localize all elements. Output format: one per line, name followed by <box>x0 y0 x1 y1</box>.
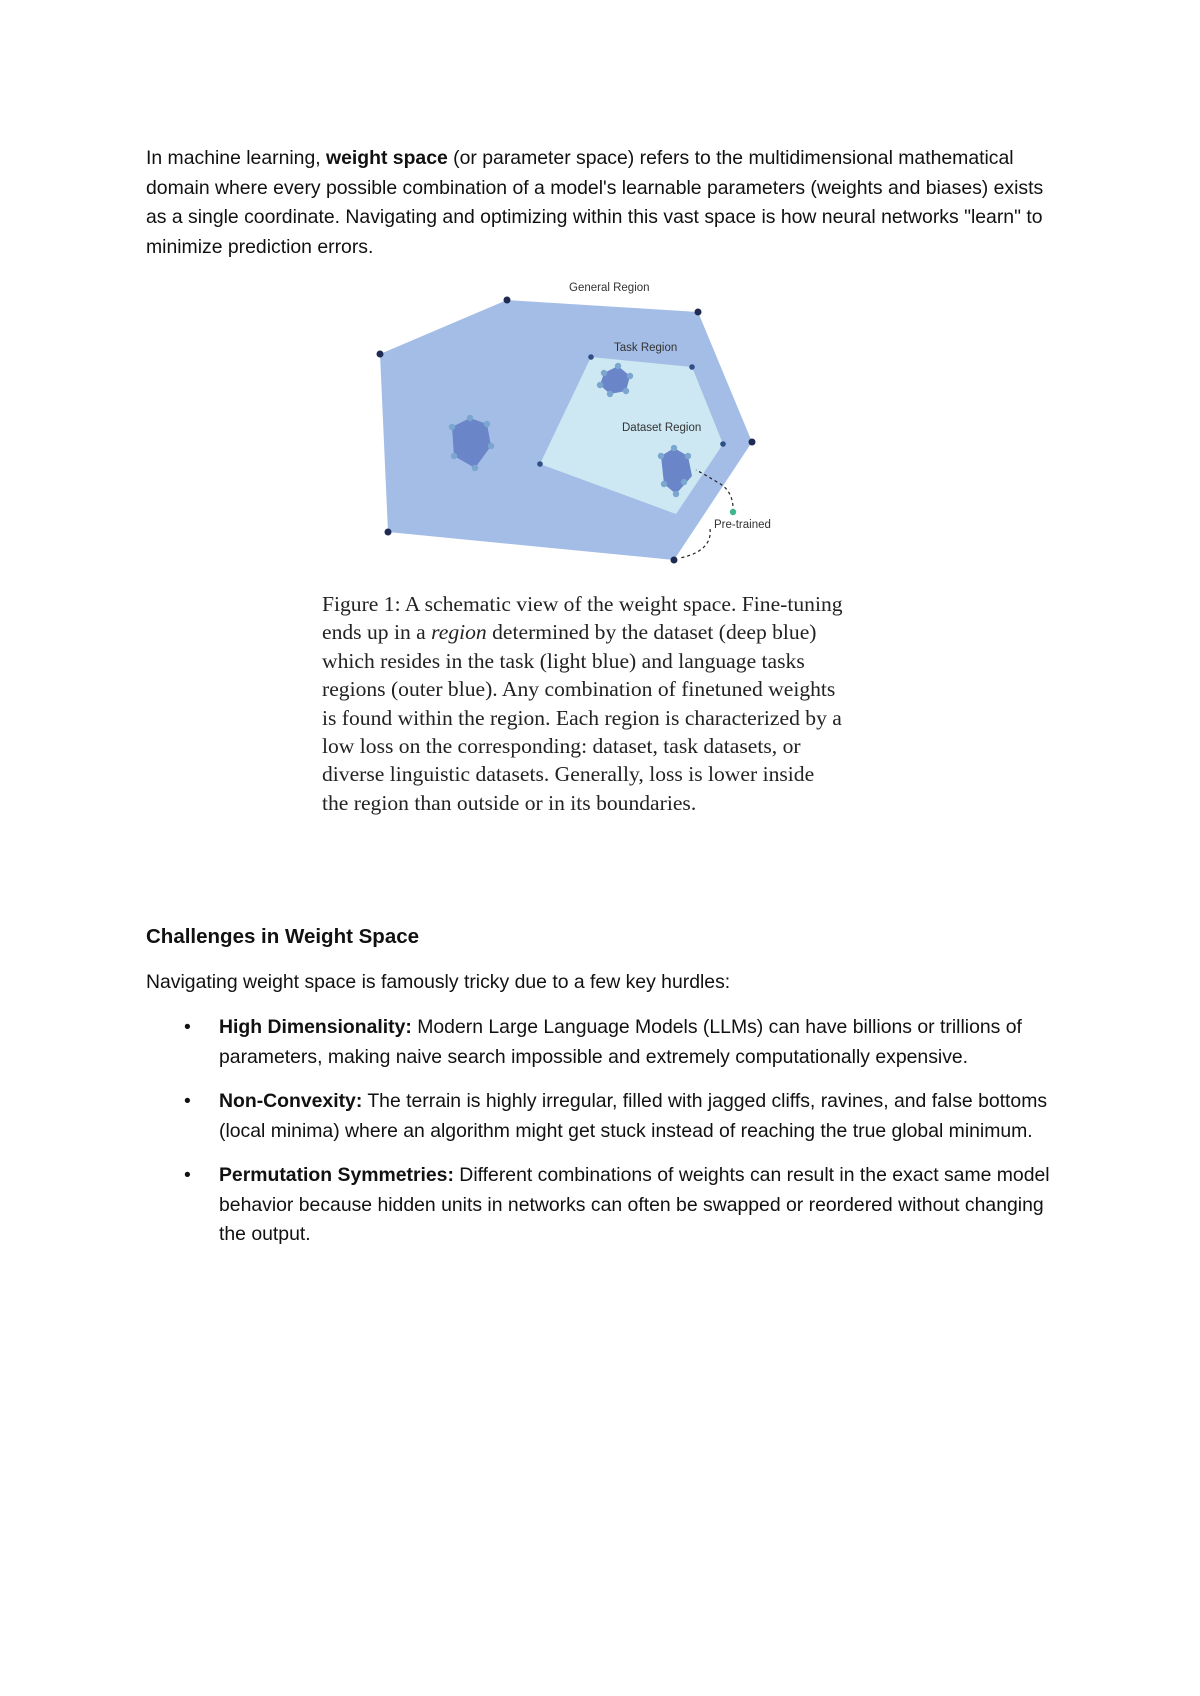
hurdle-text: Modern Large Language Models (LLMs) can have billions or trillions of parameters, making naive search impossible and extremely computationally expensive. <box>219 1016 1022 1068</box>
vertex-dot <box>607 391 613 397</box>
vertex-dot <box>601 370 607 376</box>
hurdle-term: Permutation Symmetries: <box>219 1164 454 1186</box>
hurdle-text: The terrain is highly irregular, filled with jagged cliffs, ravines, and false bottoms (local minima) where an algorithm might get stuck instead of reaching the true global minimum. <box>219 1090 1048 1142</box>
vertex-dot <box>749 439 756 446</box>
vertex-dot <box>467 415 473 421</box>
vertex-dot <box>671 445 677 451</box>
intro-text-rest: (or parameter space) refers to the multidimensional mathematical domain where every possible combination of a model's learnable parameters (weights and biases) exists as a single coordinate. Navigating and optimizing within this vast space is how neural networks "learn" to minimize prediction errors. <box>146 147 1044 258</box>
hurdle-text: Different combinations of weights can result in the exact same model behavior because hidden units in networks can often be swapped or reordered without changing the output. <box>219 1164 1050 1245</box>
section-heading: Challenges in Weight Space <box>146 925 420 948</box>
intro-text-start: In machine learning, <box>146 147 327 169</box>
figure-caption <box>322 590 844 817</box>
weight-space-diagram <box>370 272 800 572</box>
vertex-dot <box>720 441 726 447</box>
bullet-icon: • <box>184 1090 191 1112</box>
vertex-dot <box>588 354 594 360</box>
caption-emphasis: region <box>431 620 487 645</box>
vertex-dot <box>681 479 687 485</box>
list-item <box>146 1087 1066 1146</box>
hurdles-list <box>146 1013 1066 1265</box>
vertex-dot <box>627 373 633 379</box>
list-item <box>146 1013 1066 1072</box>
vertex-dot <box>504 297 511 304</box>
vertex-dot <box>661 481 667 487</box>
vertex-dot <box>597 382 603 388</box>
pretrained-dot <box>730 509 736 515</box>
caption-text-rest: determined by the dataset (deep blue) which resides in the task (light blue) and language tasks regions (outer blue). Any combination of finetuned weights is found within the region. Each region is characterized by a low loss on the corresponding: dataset, task datasets, or diverse linguistic datasets. Generally, loss is lower inside the region than outside or in its boundaries. <box>322 620 842 815</box>
vertex-dot <box>658 453 664 459</box>
vertex-dot <box>449 424 455 430</box>
vertex-dot <box>451 453 457 459</box>
weight-space-term: weight space <box>326 147 448 169</box>
section-lead-paragraph: Navigating weight space is famously tricky due to a few key hurdles: <box>146 971 731 993</box>
intro-paragraph <box>146 144 1066 262</box>
vertex-dot <box>385 529 392 536</box>
hurdle-term: High Dimensionality: <box>219 1016 412 1038</box>
vertex-dot <box>673 491 679 497</box>
vertex-dot <box>472 465 478 471</box>
vertex-dot <box>484 421 490 427</box>
bullet-icon: • <box>184 1164 191 1186</box>
vertex-dot <box>615 363 621 369</box>
vertex-dot <box>685 453 691 459</box>
list-item <box>146 1161 1066 1250</box>
bullet-icon: • <box>184 1016 191 1038</box>
vertex-dot <box>689 364 695 370</box>
dataset-region-label: Dataset Region <box>622 422 702 434</box>
vertex-dot <box>623 388 629 394</box>
vertex-dot <box>377 351 384 358</box>
vertex-dot <box>671 557 678 564</box>
weight-space-figure <box>370 272 800 572</box>
vertex-dot <box>488 443 494 449</box>
hurdle-term: Non-Convexity: <box>219 1090 363 1112</box>
vertex-dot <box>695 309 702 316</box>
caption-text-start: Figure 1: A schematic view of the weight space. Fine-tuning ends up in a <box>322 592 843 645</box>
general-region-label: General Region <box>569 282 650 294</box>
vertex-dot <box>537 461 543 467</box>
pretrained-label: Pre-trained <box>714 519 771 531</box>
task-region-label: Task Region <box>614 342 678 354</box>
